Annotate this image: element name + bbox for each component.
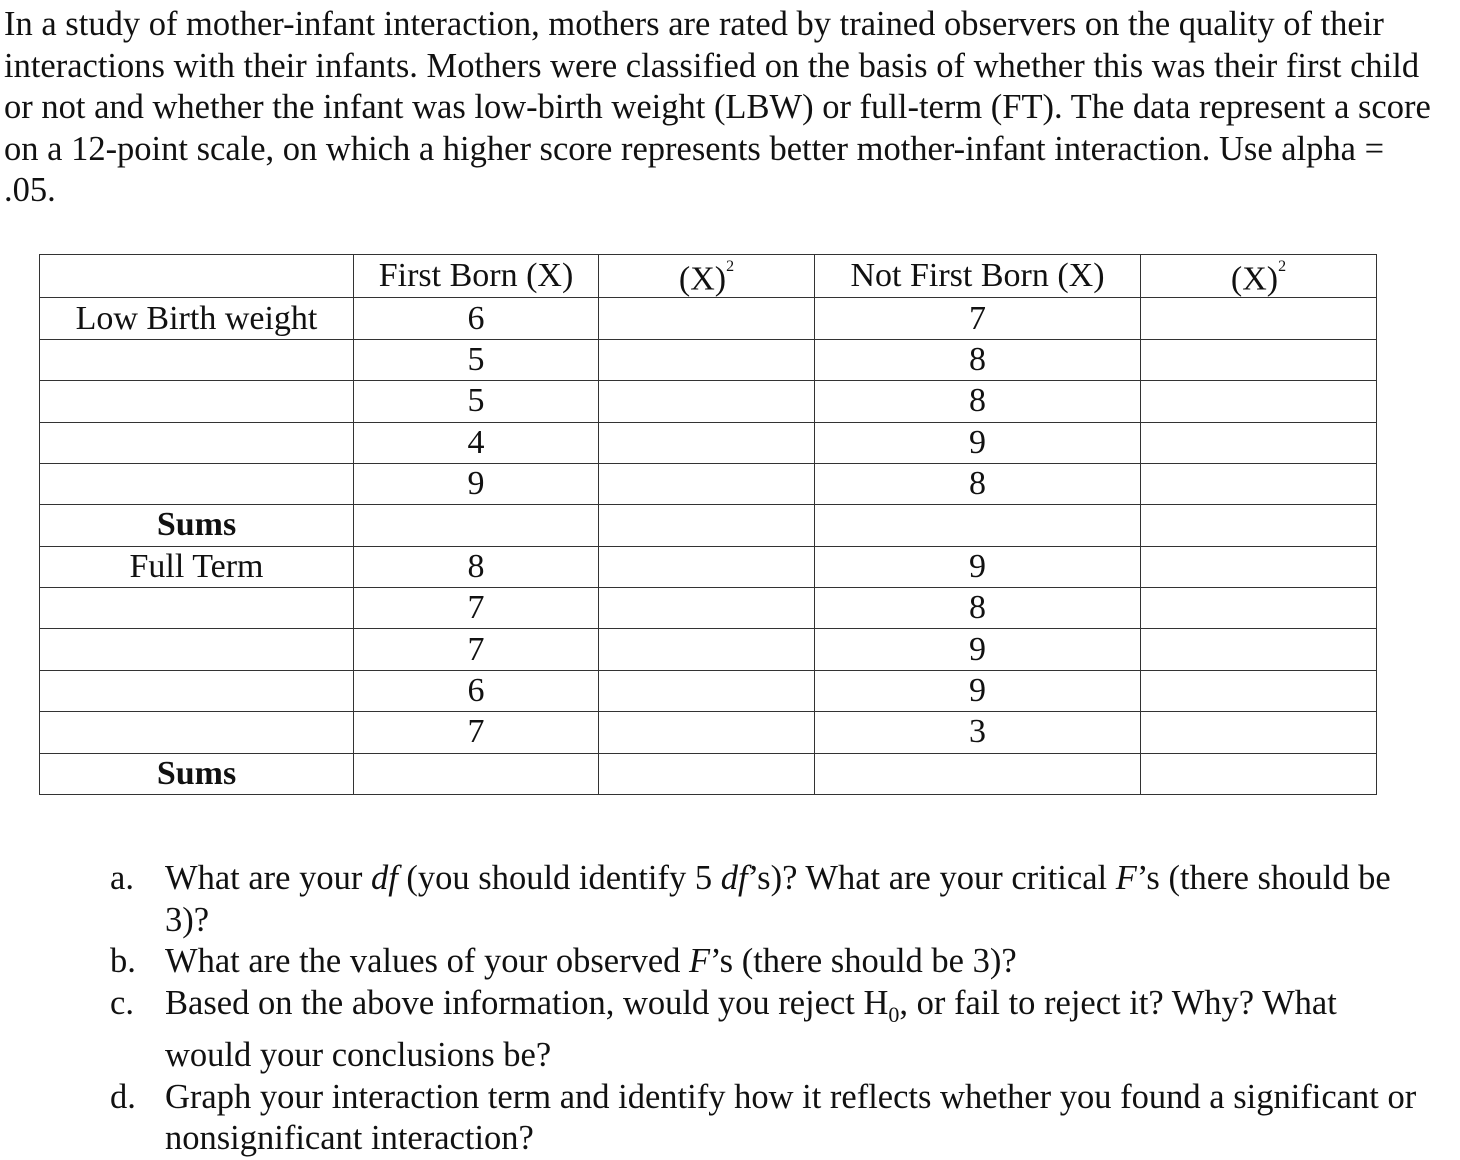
question-marker: c. (110, 983, 134, 1022)
row-label-blank (40, 422, 354, 463)
low-not-first-squared-cell (1141, 422, 1377, 463)
sum-cell (815, 753, 1141, 794)
table-row (40, 670, 1377, 711)
low-first-value: 4 (354, 422, 599, 463)
question-text: What are the values of your observed (165, 942, 690, 981)
row-label-blank (40, 463, 354, 504)
question-text: , or fail to reject it? Why? What would your conclusions be? (165, 983, 1337, 1075)
question-text: (you should identify 5 (397, 859, 721, 897)
question-italic: F (689, 942, 711, 981)
header-not-first-squared-base: (X) (1230, 260, 1279, 298)
question-text: Graph your interaction term and identify how it reflects whether you found a significant or nonsignificant interaction? (165, 1077, 1417, 1158)
question-text: Based on the above information, would you reject H (165, 983, 889, 1022)
table-row (40, 339, 1377, 380)
full-not-first-squared-cell (1141, 712, 1377, 753)
full-first-squared-cell (599, 670, 815, 711)
row-label-blank (40, 339, 354, 380)
problem-intro: In a study of mother-infant interaction, mothers are rated by trained observers on the quality of their interactions with their infants. Mothers were classified on the basis of whether this was their first child or not and whether the infant was low-birth weight (LBW) or full-term (FT). The data represent a score on a 12-point scale, on which a higher score represents better mother-infant interaction. Use alpha = .05. (4, 5, 1431, 210)
header-not-first-born: Not First Born (X) (815, 255, 1141, 298)
full-first-value: 7 (354, 629, 599, 670)
sums-row (40, 753, 1377, 794)
full-not-first-value: 9 (815, 670, 1141, 711)
row-label-blank (40, 712, 354, 753)
table-row (40, 298, 1377, 339)
table-row (40, 712, 1377, 753)
question-c (110, 983, 1430, 1077)
low-first-squared-cell (599, 339, 815, 380)
low-not-first-value: 8 (815, 463, 1141, 504)
low-first-value: 5 (354, 381, 599, 422)
low-not-first-squared-cell (1141, 463, 1377, 504)
sum-cell (1141, 505, 1377, 546)
low-first-squared-cell (599, 422, 815, 463)
header-row (40, 255, 1377, 298)
question-italic: df (370, 859, 398, 897)
question-italic: df (720, 859, 748, 897)
question-b (110, 941, 1430, 983)
low-not-first-squared-cell (1141, 298, 1377, 339)
header-not-first-squared (1141, 255, 1377, 298)
full-first-value: 7 (354, 588, 599, 629)
question-text: ’s (there should be 3)? (710, 942, 1017, 981)
question-a (110, 858, 1430, 941)
question-marker: a. (110, 859, 134, 897)
header-first-squared (599, 255, 815, 298)
question-marker: d. (110, 1077, 136, 1116)
question-d (110, 1077, 1430, 1160)
header-first-squared-exp: 2 (726, 258, 735, 275)
row-label-full-term: Full Term (40, 546, 354, 587)
table-row (40, 463, 1377, 504)
low-first-value: 6 (354, 298, 599, 339)
question-italic: F (1115, 859, 1137, 897)
full-first-value: 7 (354, 712, 599, 753)
header-first-born: First Born (X) (354, 255, 599, 298)
low-not-first-squared-cell (1141, 339, 1377, 380)
row-label-blank (40, 588, 354, 629)
header-not-first-squared-exp: 2 (1278, 258, 1287, 275)
question-text: ’s (there should be 3)? (165, 859, 1391, 939)
full-not-first-squared-cell (1141, 546, 1377, 587)
low-not-first-value: 7 (815, 298, 1141, 339)
header-first-squared-base: (X) (678, 260, 727, 298)
low-not-first-squared-cell (1141, 381, 1377, 422)
sum-cell (599, 753, 815, 794)
full-not-first-squared-cell (1141, 670, 1377, 711)
question-marker: b. (110, 942, 136, 981)
row-label-low-birth: Low Birth weight (40, 298, 354, 339)
table-row (40, 588, 1377, 629)
row-label-blank (40, 670, 354, 711)
question-text: What are your (165, 859, 371, 897)
low-first-squared-cell (599, 381, 815, 422)
table-row (40, 546, 1377, 587)
sums-label-full-term: Sums (40, 753, 354, 794)
row-label-blank (40, 381, 354, 422)
full-first-squared-cell (599, 588, 815, 629)
full-first-squared-cell (599, 712, 815, 753)
full-not-first-value: 3 (815, 712, 1141, 753)
question-text: ’s)? What are your critical (747, 859, 1116, 897)
full-not-first-squared-cell (1141, 629, 1377, 670)
low-first-squared-cell (599, 463, 815, 504)
sums-row (40, 505, 1377, 546)
full-first-value: 6 (354, 670, 599, 711)
sum-cell (599, 505, 815, 546)
sum-cell (1141, 753, 1377, 794)
full-first-squared-cell (599, 629, 815, 670)
sum-cell (815, 505, 1141, 546)
table-row (40, 381, 1377, 422)
low-not-first-value: 8 (815, 339, 1141, 380)
full-first-value: 8 (354, 546, 599, 587)
question-subscript: 0 (888, 1001, 900, 1027)
question-list (110, 858, 1430, 1160)
sum-cell (354, 505, 599, 546)
row-label-blank (40, 629, 354, 670)
table-row (40, 422, 1377, 463)
low-not-first-value: 8 (815, 381, 1141, 422)
full-not-first-squared-cell (1141, 588, 1377, 629)
low-first-value: 5 (354, 339, 599, 380)
table-row (40, 629, 1377, 670)
low-not-first-value: 9 (815, 422, 1141, 463)
full-not-first-value: 9 (815, 629, 1141, 670)
full-not-first-value: 8 (815, 588, 1141, 629)
sum-cell (354, 753, 599, 794)
sums-label-low-birth: Sums (40, 505, 354, 546)
header-blank (40, 255, 354, 298)
data-table (39, 254, 1377, 795)
low-first-squared-cell (599, 298, 815, 339)
full-not-first-value: 9 (815, 546, 1141, 587)
low-first-value: 9 (354, 463, 599, 504)
full-first-squared-cell (599, 546, 815, 587)
